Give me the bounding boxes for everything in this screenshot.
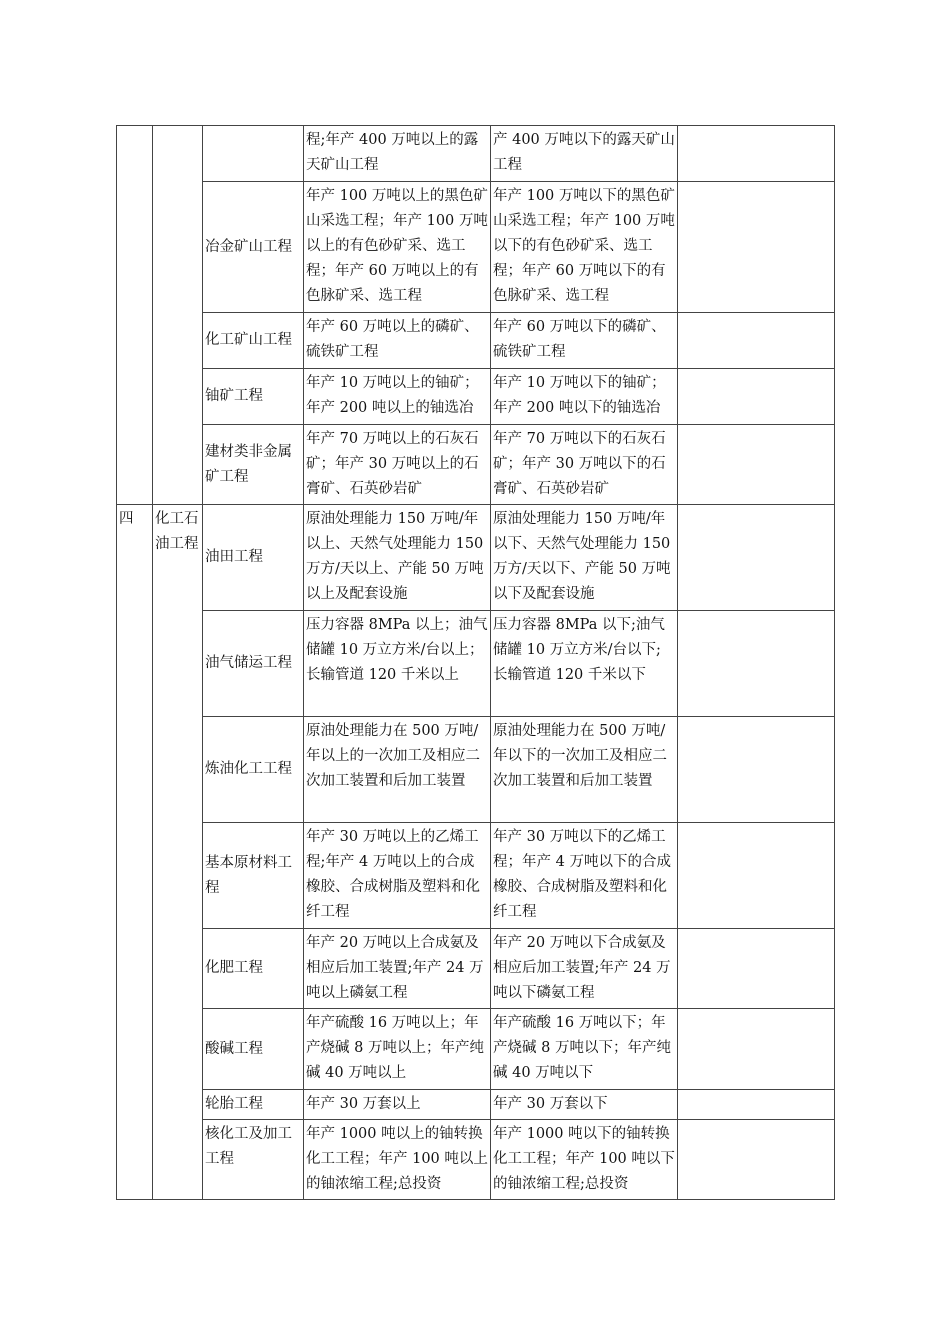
note-cell [678, 182, 835, 313]
project-cell: 铀矿工程 [203, 369, 304, 425]
project-cell: 化工矿山工程 [203, 313, 304, 369]
large-scale-cell: 程;年产 400 万吨以上的露天矿山工程 [304, 126, 491, 182]
table-row [117, 823, 835, 929]
project-cell: 基本原材料工程 [203, 823, 304, 929]
medium-scale-cell: 年产 30 万吨以下的乙烯工程；年产 4 万吨以下的合成橡胶、合成树脂及塑料和化纤工程 [491, 823, 678, 929]
large-scale-cell: 年产 20 万吨以上合成氨及相应后加工装置;年产 24 万吨以上磷氨工程 [304, 929, 491, 1009]
project-cell: 冶金矿山工程 [203, 182, 304, 313]
note-cell [678, 1090, 835, 1120]
project-cell: 油气储运工程 [203, 611, 304, 717]
medium-scale-cell: 年产 60 万吨以下的磷矿、硫铁矿工程 [491, 313, 678, 369]
table-row [117, 425, 835, 505]
index-cell: 四 [117, 505, 153, 1200]
note-cell [678, 313, 835, 369]
table-row [117, 182, 835, 313]
project-cell: 化肥工程 [203, 929, 304, 1009]
index-cell [117, 126, 153, 505]
note-cell [678, 611, 835, 717]
table-row [117, 505, 835, 611]
table-row [117, 717, 835, 823]
project-cell: 炼油化工工程 [203, 717, 304, 823]
note-cell [678, 1120, 835, 1200]
category-cell: 化工石油工程 [153, 505, 203, 1200]
large-scale-cell: 年产 70 万吨以上的石灰石矿；年产 30 万吨以上的石膏矿、石英砂岩矿 [304, 425, 491, 505]
large-scale-cell: 年产 10 万吨以上的铀矿；年产 200 吨以上的铀选冶 [304, 369, 491, 425]
note-cell [678, 1009, 835, 1090]
project-cell: 油田工程 [203, 505, 304, 611]
project-cell: 轮胎工程 [203, 1090, 304, 1120]
large-scale-cell: 年产 30 万吨以上的乙烯工程;年产 4 万吨以上的合成橡胶、合成树脂及塑料和化纤工程 [304, 823, 491, 929]
table-row [117, 1009, 835, 1090]
table-row [117, 929, 835, 1009]
note-cell [678, 425, 835, 505]
table-row [117, 1090, 835, 1120]
medium-scale-cell: 原油处理能力 150 万吨/年以下、天然气处理能力 150 万方/天以下、产能 50 万吨以下及配套设施 [491, 505, 678, 611]
note-cell [678, 369, 835, 425]
table-row [117, 313, 835, 369]
medium-scale-cell: 年产 20 万吨以下合成氨及相应后加工装置;年产 24 万吨以下磷氨工程 [491, 929, 678, 1009]
project-cell: 酸碱工程 [203, 1009, 304, 1090]
note-cell [678, 823, 835, 929]
large-scale-cell: 原油处理能力在 500 万吨/年以上的一次加工及相应二次加工装置和后加工装置 [304, 717, 491, 823]
large-scale-cell: 年产 100 万吨以上的黑色矿山采选工程；年产 100 万吨以上的有色砂矿采、选工程；年产 60 万吨以上的有色脉矿采、选工程 [304, 182, 491, 313]
large-scale-cell: 压力容器 8MPa 以上；油气储罐 10 万立方米/台以上；长输管道 120 千米以上 [304, 611, 491, 717]
large-scale-cell: 年产 30 万套以上 [304, 1090, 491, 1120]
project-cell: 核化工及加工工程 [203, 1120, 304, 1200]
large-scale-cell: 原油处理能力 150 万吨/年以上、天然气处理能力 150 万方/天以上、产能 50 万吨以上及配套设施 [304, 505, 491, 611]
large-scale-cell: 年产 60 万吨以上的磷矿、硫铁矿工程 [304, 313, 491, 369]
medium-scale-cell: 年产 100 万吨以下的黑色矿山采选工程；年产 100 万吨以下的有色砂矿采、选工程；年产 60 万吨以下的有色脉矿采、选工程 [491, 182, 678, 313]
medium-scale-cell: 产 400 万吨以下的露天矿山工程 [491, 126, 678, 182]
large-scale-cell: 年产 1000 吨以上的铀转换化工工程；年产 100 吨以上的铀浓缩工程;总投资 [304, 1120, 491, 1200]
medium-scale-cell: 压力容器 8MPa 以下;油气储罐 10 万立方米/台以下;长输管道 120 千米以下 [491, 611, 678, 717]
note-cell [678, 505, 835, 611]
qualification-table [116, 125, 835, 1200]
medium-scale-cell: 年产 70 万吨以下的石灰石矿；年产 30 万吨以下的石膏矿、石英砂岩矿 [491, 425, 678, 505]
note-cell [678, 929, 835, 1009]
medium-scale-cell: 年产 30 万套以下 [491, 1090, 678, 1120]
medium-scale-cell: 原油处理能力在 500 万吨/年以下的一次加工及相应二次加工装置和后加工装置 [491, 717, 678, 823]
note-cell [678, 126, 835, 182]
project-cell [203, 126, 304, 182]
table-row [117, 369, 835, 425]
table-row [117, 126, 835, 182]
medium-scale-cell: 年产硫酸 16 万吨以下；年产烧碱 8 万吨以下；年产纯碱 40 万吨以下 [491, 1009, 678, 1090]
medium-scale-cell: 年产 1000 吨以下的铀转换化工工程；年产 100 吨以下的铀浓缩工程;总投资 [491, 1120, 678, 1200]
note-cell [678, 717, 835, 823]
category-cell [153, 126, 203, 505]
medium-scale-cell: 年产 10 万吨以下的铀矿；年产 200 吨以下的铀选冶 [491, 369, 678, 425]
project-cell: 建材类非金属矿工程 [203, 425, 304, 505]
large-scale-cell: 年产硫酸 16 万吨以上；年产烧碱 8 万吨以上；年产纯碱 40 万吨以上 [304, 1009, 491, 1090]
table-row [117, 611, 835, 717]
table-row [117, 1120, 835, 1200]
